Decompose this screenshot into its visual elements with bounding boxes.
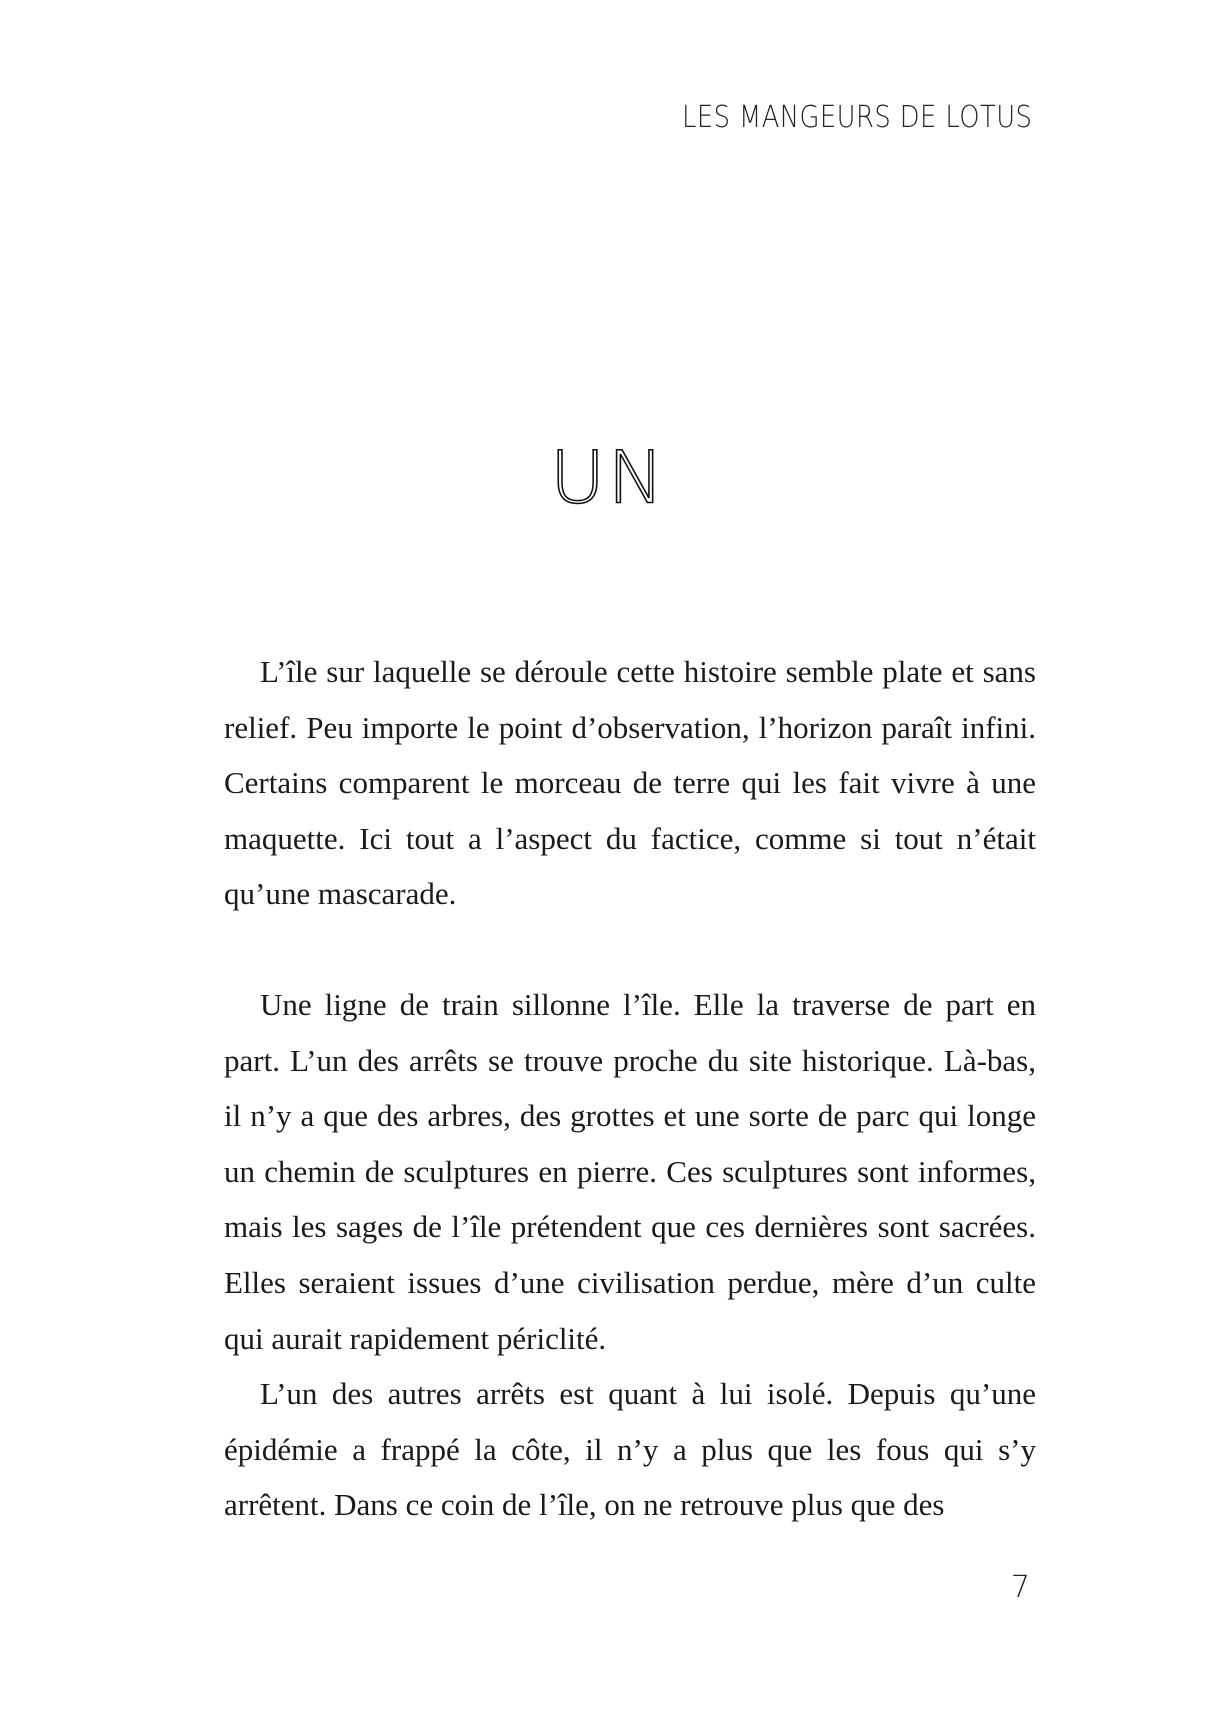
chapter-title-text: UN — [549, 435, 667, 520]
running-header-title: LES MANGEURS DE LOTUS — [681, 100, 1032, 135]
paragraph-3: L’un des autres arrêts est quant à lui isolé. Depuis qu’une épidémie a frappé la côte, il n’y a plus que les fous qui s’y arrêtent. Dans ce coin de l’île, on ne retrouve plus que des — [224, 1376, 1036, 1523]
page-number: 7 — [1010, 1570, 1030, 1605]
chapter-title — [0, 435, 1216, 520]
paragraph-1: L’île sur laquelle se déroule cette histoire semble plate et sans relief. Peu importe le point d’observation, l’horizon paraît infini. Certains comparent le morceau de terre qui les fait vivre à une maquette. Ici tout a l’aspect du factice, comme si tout n’était qu’une mascarade. — [224, 654, 1036, 912]
body-text — [224, 644, 1036, 1533]
paragraph-2: Une ligne de train sillonne l’île. Elle la traverse de part en part. L’un des arrêts se trouve proche du site historique. Là-bas, il n’y a que des arbres, des grottes et une sorte de parc qui longe un chemin de sculptures en pierre. Ces sculptures sont informes, mais les sages de l’île prétendent que ces dernières sont sacrées. Elles seraient issues d’une civilisation perdue, mère d’un culte qui aurait rapidement périclité. — [224, 986, 1036, 1356]
